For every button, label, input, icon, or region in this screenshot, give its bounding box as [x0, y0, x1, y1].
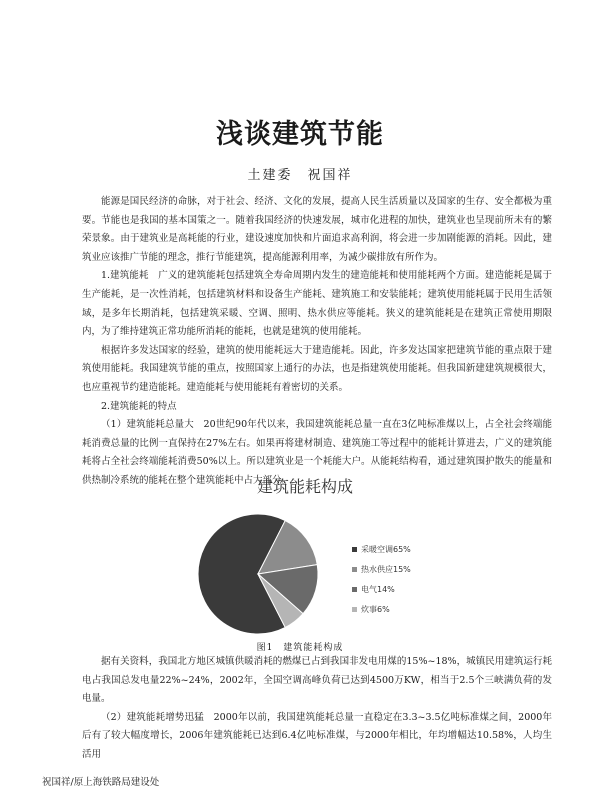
legend-swatch	[352, 547, 357, 552]
legend-label: 采暖空调65%	[361, 545, 411, 554]
paragraph: 据有关资料，我国北方地区城镇供暖消耗的燃煤已占到我国非发电用煤的15%~18%，城镇民用建筑运行耗电占我国总发电量22%~24%，2002年，全国空调高峰负荷已达到4500万KW，相当于2.5个三峡满负荷的发电量。	[82, 656, 552, 705]
legend-swatch	[352, 567, 357, 572]
paper-title: 浅谈建筑节能	[216, 119, 384, 150]
body-text-bottom	[82, 653, 552, 765]
legend-swatch	[352, 607, 357, 612]
legend-label: 电气14%	[361, 585, 395, 594]
paragraph: 能源是国民经济的命脉，对于社会、经济、文化的发展，提高人民生活质量以及国家的生存、安全都极为重要。节能也是我国的基本国策之一。随着我国经济的快速发展，城市化进程的加快，建筑业也呈现前所未有的繁荣景象。由于建筑业是高耗能的行业，建设速度加快和片面追求高利润，将会进一步加剧能源的消耗。因此，建筑业应该推广节能的理念，推行节能建筑，提高能源利用率，为减少碳排放有所作为。	[82, 196, 552, 263]
figure-pie-chart	[140, 474, 470, 664]
legend-label: 炊事6%	[361, 605, 390, 614]
pie-chart-svg	[140, 474, 470, 664]
chart-title: 建筑能耗构成	[256, 477, 353, 496]
body-text-top	[82, 193, 552, 491]
legend-swatch	[352, 587, 357, 592]
section-heading: 2.建筑能耗的特点	[101, 400, 177, 412]
paper-authors: 土建委 祝国祥	[247, 168, 353, 183]
paragraph: （1）建筑能耗总量大 20世纪90年代以来，我国建筑能耗总量一直在3亿吨标准煤以上，占全社会终端能耗消费总量的比例一直保持在27%左右。如果再将建材制造、建筑施工等过程中的能耗计算进去，广义的建筑能耗将占全社会终端能耗消费50%以上。所以建筑业是一个耗能大户。从能耗结构看，通过建筑围护散失的能量和供热制冷系统的能耗在整个建筑能耗中占大部分。	[82, 419, 552, 486]
paragraph: 1.建筑能耗 广义的建筑能耗包括建筑全寿命周期内发生的建造能耗和使用能耗两个方面。建造能耗是属于生产能耗，是一次性消耗，包括建筑材料和设备生产能耗、建筑施工和安装能耗；建筑使用能耗属于民用生活领域，是多年长期消耗，包括建筑采暖、空调、照明、热水供应等能耗。狭义的建筑能耗是在建筑正常使用期限内，为了维持建筑正常功能所消耗的能耗，也就是建筑的使用能耗。	[82, 270, 552, 338]
paragraph: （2）建筑能耗增势迅猛 2000年以前，我国建筑能耗总量一直稳定在3.3~3.5亿吨标准煤之间，2000年后有了较大幅度增长，2006年建筑能耗已达到6.4亿吨标准煤，与2000年相比，年均增幅达10.58%，人均生活用	[82, 711, 552, 760]
legend-label: 热水供应15%	[361, 565, 411, 574]
figure-caption: 图1 建筑能耗构成	[256, 643, 344, 653]
paragraph: 根据许多发达国家的经验，建筑的使用能耗远大于建造能耗。因此，许多发达国家把建筑节能的重点限于建筑使用能耗。我国建筑节能的重点，按照国家上通行的办法，也是指建筑使用能耗。但我国新建建筑规模很大，也应重视节约建造能耗。建造能耗与使用能耗有着密切的关系。	[82, 344, 552, 393]
author-footer: 祝国祥/原上海铁路局建设处	[42, 777, 160, 788]
